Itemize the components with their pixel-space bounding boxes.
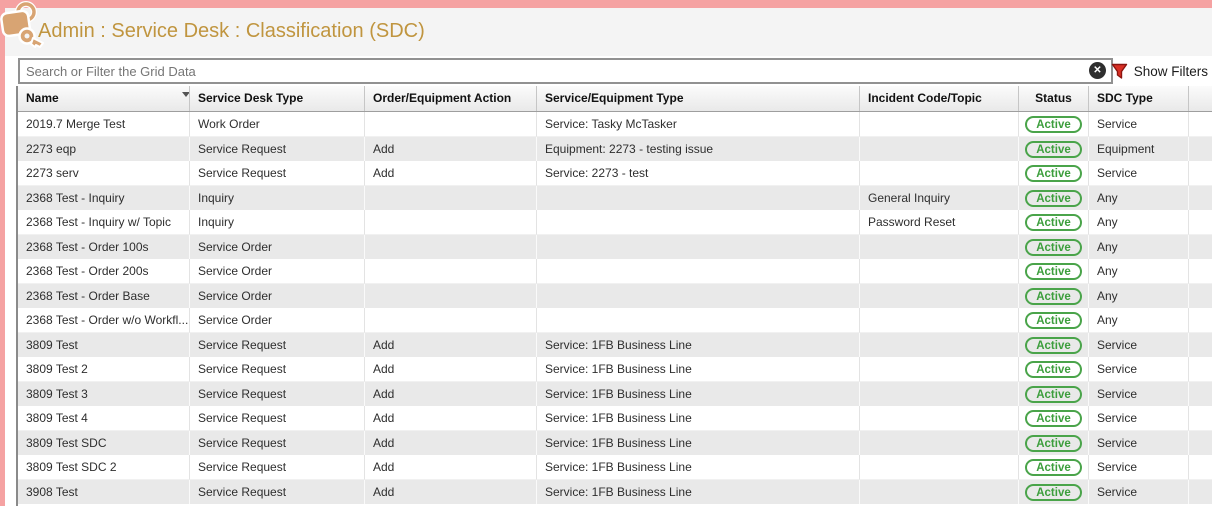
cell-order-equipment-action bbox=[365, 210, 537, 235]
cell-order-equipment-action bbox=[365, 308, 537, 333]
status-badge: Active bbox=[1025, 263, 1082, 280]
cell-status bbox=[1019, 284, 1089, 309]
cell-order-equipment-action: Add bbox=[365, 137, 537, 162]
cell-name: 2368 Test - Inquiry bbox=[18, 186, 190, 211]
search-bar bbox=[18, 58, 1113, 84]
status-badge: Active bbox=[1025, 410, 1082, 427]
grid-header-row bbox=[18, 86, 1212, 112]
grid-row[interactable] bbox=[18, 235, 1212, 260]
cell-incident-code-topic bbox=[860, 406, 1019, 431]
status-badge: Active bbox=[1025, 459, 1082, 476]
status-badge: Active bbox=[1025, 214, 1082, 231]
grid-row[interactable] bbox=[18, 406, 1212, 431]
cell-service-equipment-type: Service: 1FB Business Line bbox=[537, 357, 860, 382]
cell-order-equipment-action bbox=[365, 284, 537, 309]
cell-service-equipment-type bbox=[537, 308, 860, 333]
column-header-label: Name bbox=[26, 91, 59, 105]
cell-name: 3809 Test SDC 2 bbox=[18, 455, 190, 480]
cell-status bbox=[1019, 308, 1089, 333]
cell-name: 3809 Test bbox=[18, 333, 190, 358]
cell-incident-code-topic bbox=[860, 235, 1019, 260]
cell-name: 3809 Test 2 bbox=[18, 357, 190, 382]
cell-order-equipment-action: Add bbox=[365, 333, 537, 358]
cell-filler bbox=[1189, 235, 1212, 260]
cell-incident-code-topic bbox=[860, 259, 1019, 284]
cell-name: 2368 Test - Order w/o Workfl... bbox=[18, 308, 190, 333]
cell-status bbox=[1019, 137, 1089, 162]
status-badge: Active bbox=[1025, 190, 1082, 207]
cell-incident-code-topic bbox=[860, 137, 1019, 162]
cell-incident-code-topic: Password Reset bbox=[860, 210, 1019, 235]
grid-row[interactable] bbox=[18, 480, 1212, 505]
cell-incident-code-topic bbox=[860, 284, 1019, 309]
cell-order-equipment-action: Add bbox=[365, 480, 537, 505]
cell-sdc-type: Service bbox=[1089, 431, 1189, 456]
cell-service-equipment-type: Service: 1FB Business Line bbox=[537, 431, 860, 456]
status-badge: Active bbox=[1025, 337, 1082, 354]
cell-name: 2273 eqp bbox=[18, 137, 190, 162]
clear-search-icon[interactable]: ✕ bbox=[1089, 62, 1106, 79]
cell-incident-code-topic bbox=[860, 308, 1019, 333]
grid-row[interactable] bbox=[18, 259, 1212, 284]
cell-service-equipment-type bbox=[537, 186, 860, 211]
cell-filler bbox=[1189, 308, 1212, 333]
cell-order-equipment-action: Add bbox=[365, 431, 537, 456]
cell-filler bbox=[1189, 357, 1212, 382]
status-badge: Active bbox=[1025, 484, 1082, 501]
cell-order-equipment-action bbox=[365, 186, 537, 211]
cell-service-equipment-type: Service: 1FB Business Line bbox=[537, 480, 860, 505]
cell-service-equipment-type: Service: 1FB Business Line bbox=[537, 406, 860, 431]
cell-sdc-type: Service bbox=[1089, 357, 1189, 382]
cell-filler bbox=[1189, 259, 1212, 284]
cell-service-desk-type: Service Request bbox=[190, 357, 365, 382]
cell-service-desk-type: Service Request bbox=[190, 431, 365, 456]
column-header-service-desk-type[interactable]: Service Desk Type bbox=[190, 86, 365, 111]
cell-service-equipment-type: Service: 2273 - test bbox=[537, 161, 860, 186]
cell-status bbox=[1019, 333, 1089, 358]
cell-incident-code-topic bbox=[860, 112, 1019, 137]
cell-name: 3809 Test 4 bbox=[18, 406, 190, 431]
status-badge: Active bbox=[1025, 165, 1082, 182]
cell-service-equipment-type: Equipment: 2273 - testing issue bbox=[537, 137, 860, 162]
grid-row[interactable] bbox=[18, 382, 1212, 407]
grid-row[interactable] bbox=[18, 112, 1212, 137]
cell-service-desk-type: Service Order bbox=[190, 308, 365, 333]
cell-status bbox=[1019, 431, 1089, 456]
cell-service-equipment-type bbox=[537, 235, 860, 260]
cell-sdc-type: Equipment bbox=[1089, 137, 1189, 162]
status-badge: Active bbox=[1025, 435, 1082, 452]
cell-incident-code-topic: General Inquiry bbox=[860, 186, 1019, 211]
cell-name: 2368 Test - Order 200s bbox=[18, 259, 190, 284]
status-badge: Active bbox=[1025, 116, 1082, 133]
cell-name: 2019.7 Merge Test bbox=[18, 112, 190, 137]
grid-row[interactable] bbox=[18, 431, 1212, 456]
cell-filler bbox=[1189, 161, 1212, 186]
cell-order-equipment-action: Add bbox=[365, 357, 537, 382]
grid-row[interactable] bbox=[18, 186, 1212, 211]
cell-service-desk-type: Service Order bbox=[190, 284, 365, 309]
cell-filler bbox=[1189, 431, 1212, 456]
cell-sdc-type: Any bbox=[1089, 210, 1189, 235]
show-filters-label: Show Filters bbox=[1133, 63, 1208, 79]
sort-icon bbox=[174, 92, 182, 105]
cell-incident-code-topic bbox=[860, 480, 1019, 505]
status-badge: Active bbox=[1025, 239, 1082, 256]
cell-status bbox=[1019, 112, 1089, 137]
cell-service-desk-type: Service Request bbox=[190, 455, 365, 480]
cell-filler bbox=[1189, 186, 1212, 211]
cell-name: 3809 Test 3 bbox=[18, 382, 190, 407]
cell-order-equipment-action: Add bbox=[365, 161, 537, 186]
cell-service-desk-type: Service Request bbox=[190, 161, 365, 186]
cell-status bbox=[1019, 186, 1089, 211]
column-header-filler bbox=[1189, 86, 1212, 111]
cell-incident-code-topic bbox=[860, 455, 1019, 480]
cell-sdc-type: Any bbox=[1089, 235, 1189, 260]
cell-status bbox=[1019, 235, 1089, 260]
grid-row[interactable] bbox=[18, 210, 1212, 235]
status-badge: Active bbox=[1025, 361, 1082, 378]
cell-sdc-type: Any bbox=[1089, 259, 1189, 284]
cell-service-desk-type: Inquiry bbox=[190, 210, 365, 235]
cell-incident-code-topic bbox=[860, 382, 1019, 407]
cell-name: 3908 Test bbox=[18, 480, 190, 505]
cell-status bbox=[1019, 382, 1089, 407]
cell-name: 2273 serv bbox=[18, 161, 190, 186]
column-header-status[interactable]: Status bbox=[1019, 86, 1089, 111]
cell-filler bbox=[1189, 210, 1212, 235]
cell-incident-code-topic bbox=[860, 333, 1019, 358]
status-badge: Active bbox=[1025, 386, 1082, 403]
cell-sdc-type: Any bbox=[1089, 308, 1189, 333]
cell-filler bbox=[1189, 382, 1212, 407]
cell-sdc-type: Any bbox=[1089, 284, 1189, 309]
cell-status bbox=[1019, 455, 1089, 480]
cell-name: 3809 Test SDC bbox=[18, 431, 190, 456]
cell-status bbox=[1019, 406, 1089, 431]
cell-service-equipment-type bbox=[537, 210, 860, 235]
search-input[interactable] bbox=[20, 60, 1111, 82]
status-badge: Active bbox=[1025, 141, 1082, 158]
grid-row[interactable] bbox=[18, 333, 1212, 358]
grid-row[interactable] bbox=[18, 357, 1212, 382]
cell-order-equipment-action bbox=[365, 235, 537, 260]
admin-lock-key-icon bbox=[0, 0, 44, 57]
column-header-service-equipment-type[interactable]: Service/Equipment Type bbox=[537, 86, 860, 111]
cell-name: 2368 Test - Order 100s bbox=[18, 235, 190, 260]
cell-service-desk-type: Service Order bbox=[190, 235, 365, 260]
cell-sdc-type: Service bbox=[1089, 406, 1189, 431]
cell-incident-code-topic bbox=[860, 431, 1019, 456]
cell-service-equipment-type: Service: Tasky McTasker bbox=[537, 112, 860, 137]
column-header-sdc-type[interactable]: SDC Type bbox=[1089, 86, 1189, 111]
cell-service-desk-type: Inquiry bbox=[190, 186, 365, 211]
cell-service-equipment-type bbox=[537, 284, 860, 309]
cell-incident-code-topic bbox=[860, 357, 1019, 382]
cell-sdc-type: Service bbox=[1089, 161, 1189, 186]
cell-filler bbox=[1189, 455, 1212, 480]
cell-service-equipment-type: Service: 1FB Business Line bbox=[537, 455, 860, 480]
cell-filler bbox=[1189, 406, 1212, 431]
top-accent-bar bbox=[0, 0, 1212, 8]
left-accent-bar bbox=[0, 8, 5, 506]
cell-order-equipment-action bbox=[365, 259, 537, 284]
column-header-order-equipment-action[interactable]: Order/Equipment Action bbox=[365, 86, 537, 111]
cell-name: 2368 Test - Inquiry w/ Topic bbox=[18, 210, 190, 235]
cell-service-desk-type: Service Request bbox=[190, 137, 365, 162]
cell-incident-code-topic bbox=[860, 161, 1019, 186]
grid-row[interactable] bbox=[18, 137, 1212, 162]
cell-order-equipment-action bbox=[365, 112, 537, 137]
cell-sdc-type: Service bbox=[1089, 382, 1189, 407]
cell-filler bbox=[1189, 333, 1212, 358]
cell-status bbox=[1019, 357, 1089, 382]
cell-filler bbox=[1189, 480, 1212, 505]
cell-service-desk-type: Service Order bbox=[190, 259, 365, 284]
cell-service-equipment-type: Service: 1FB Business Line bbox=[537, 382, 860, 407]
cell-sdc-type: Service bbox=[1089, 480, 1189, 505]
cell-sdc-type: Any bbox=[1089, 186, 1189, 211]
cell-status bbox=[1019, 259, 1089, 284]
cell-service-equipment-type: Service: 1FB Business Line bbox=[537, 333, 860, 358]
cell-filler bbox=[1189, 112, 1212, 137]
status-badge: Active bbox=[1025, 288, 1082, 305]
classification-grid bbox=[16, 86, 1212, 506]
cell-order-equipment-action: Add bbox=[365, 406, 537, 431]
cell-filler bbox=[1189, 137, 1212, 162]
cell-service-desk-type: Service Request bbox=[190, 382, 365, 407]
cell-sdc-type: Service bbox=[1089, 455, 1189, 480]
cell-status bbox=[1019, 161, 1089, 186]
grid-row[interactable] bbox=[18, 284, 1212, 309]
cell-filler bbox=[1189, 284, 1212, 309]
grid-row[interactable] bbox=[18, 161, 1212, 186]
cell-service-desk-type: Work Order bbox=[190, 112, 365, 137]
cell-sdc-type: Service bbox=[1089, 112, 1189, 137]
cell-sdc-type: Service bbox=[1089, 333, 1189, 358]
show-filters-toggle[interactable] bbox=[1111, 60, 1208, 82]
status-badge: Active bbox=[1025, 312, 1082, 329]
cell-service-desk-type: Service Request bbox=[190, 480, 365, 505]
cell-order-equipment-action: Add bbox=[365, 382, 537, 407]
grid-row[interactable] bbox=[18, 308, 1212, 333]
grid-body bbox=[18, 112, 1212, 504]
cell-service-equipment-type bbox=[537, 259, 860, 284]
cell-order-equipment-action: Add bbox=[365, 455, 537, 480]
cell-name: 2368 Test - Order Base bbox=[18, 284, 190, 309]
page-title: Admin : Service Desk : Classification (SDC) bbox=[38, 20, 425, 42]
grid-row[interactable] bbox=[18, 455, 1212, 480]
column-header-incident-code-topic[interactable]: Incident Code/Topic bbox=[860, 86, 1019, 111]
cell-service-desk-type: Service Request bbox=[190, 333, 365, 358]
filter-funnel-icon[interactable] bbox=[1111, 63, 1128, 80]
column-header-name[interactable] bbox=[18, 86, 190, 111]
cell-status bbox=[1019, 210, 1089, 235]
cell-status bbox=[1019, 480, 1089, 505]
cell-service-desk-type: Service Request bbox=[190, 406, 365, 431]
